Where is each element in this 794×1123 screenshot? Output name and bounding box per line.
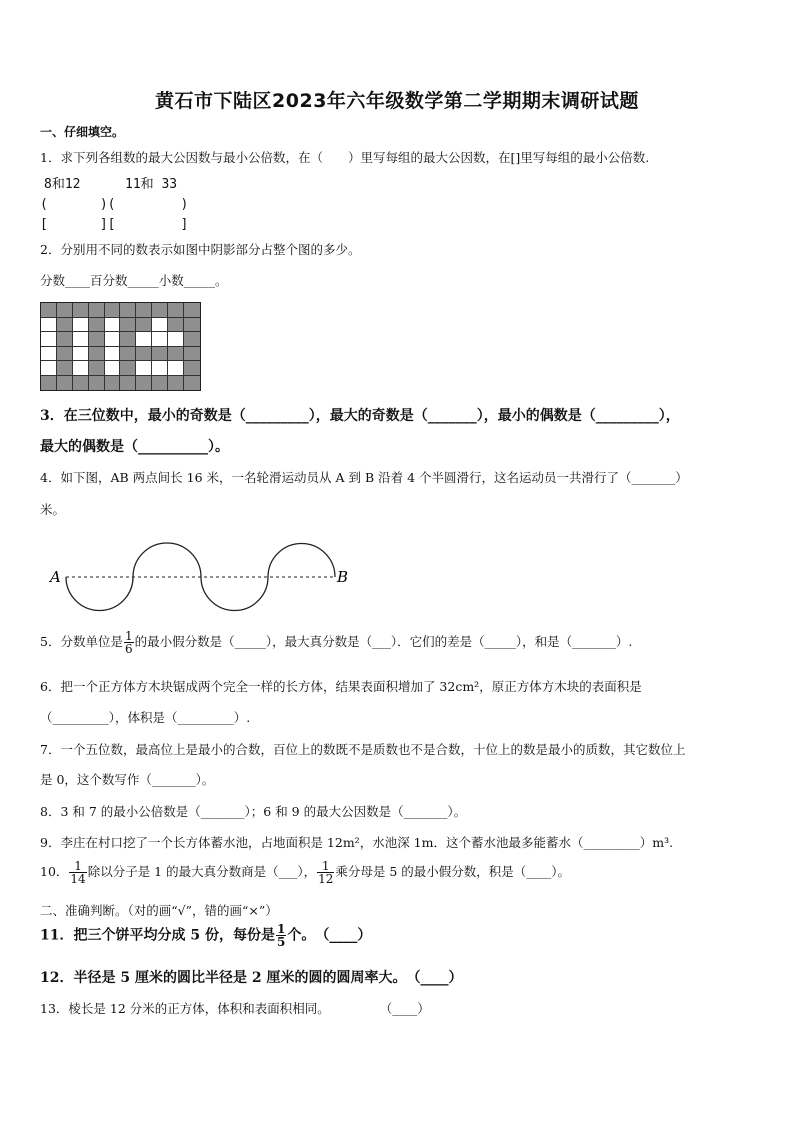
grid-cell-blank [152, 318, 168, 333]
grid-cell-shaded [41, 303, 57, 318]
question-8: 8．3 和 7 的最小公倍数是（_______）；6 和 9 的最大公因数是（_______）。 [40, 804, 467, 819]
label-a: A [50, 568, 61, 586]
question-10-post: 乘分母是 5 的最小假分数，积是（____）。 [335, 864, 571, 879]
grid-cell-shaded [136, 347, 152, 362]
page-title: 黄石市下陆区2023年六年级数学第二学期期末调研试题 [155, 90, 639, 112]
grid-cell-shaded [184, 376, 200, 391]
semicircle-3 [201, 577, 268, 611]
grid-cell-shaded [168, 347, 184, 362]
fraction-one-fourteenth [69, 860, 86, 885]
grid-cell-shaded [73, 376, 89, 391]
fraction-numerator: 1 [276, 922, 286, 936]
semicircle-4 [268, 544, 335, 578]
question-4-line-2: 米。 [40, 502, 66, 517]
grid-cell-shaded [152, 347, 168, 362]
question-7-line-2: 是 0，这个数写作（_______）。 [40, 772, 215, 787]
grid-cell-shaded [120, 332, 136, 347]
grid-cell-shaded [57, 347, 73, 362]
grid-cell-shaded [89, 376, 105, 391]
fraction-numerator: 1 [69, 860, 86, 873]
question-4-line-1: 4．如下图，AB 两点间长 16 米，一名轮滑运动员从 A 到 B 沿着 4 个半圆滑行，这名运动员一共滑行了（_______） [40, 470, 688, 485]
grid-cell-shaded [120, 361, 136, 376]
grid-cell-shaded [41, 376, 57, 391]
question-10-number: 10． [40, 864, 69, 879]
grid-cell-blank [105, 332, 121, 347]
shaded-grid-figure [40, 302, 201, 391]
grid-cell-shaded [57, 332, 73, 347]
grid-cell-shaded [73, 303, 89, 318]
fraction-numerator: 1 [124, 629, 133, 643]
question-1-pair-2: 11和 33 [125, 177, 178, 192]
grid-cell-shaded [105, 303, 121, 318]
fraction-denominator: 14 [70, 872, 86, 886]
question-11-pre: 11．把三个饼平均分成 5 份，每份是 [40, 927, 275, 944]
grid-cell-blank [136, 361, 152, 376]
label-b: B [337, 568, 349, 586]
grid-cell-shaded [57, 318, 73, 333]
question-10 [40, 860, 570, 885]
grid-cell-shaded [57, 361, 73, 376]
grid-cell-shaded [184, 361, 200, 376]
grid-cell-blank [41, 347, 57, 362]
question-1-bracket-row: [ ][ ] [40, 217, 189, 232]
grid-cell-shaded [89, 332, 105, 347]
grid-cell-blank [105, 361, 121, 376]
section-1-heading: 一、仔细填空。 [40, 125, 125, 139]
grid-cell-shaded [136, 303, 152, 318]
grid-cell-shaded [57, 303, 73, 318]
grid-cell-blank [136, 332, 152, 347]
question-9: 9．李庄在村口挖了一个长方体蓄水池，占地面积是 12m²，水池深 1m．这个蓄水池最多能蓄水（_________）m³. [40, 835, 674, 850]
semicircle-1 [66, 577, 133, 610]
grid-cell-shaded [152, 376, 168, 391]
grid-cell-shaded [184, 332, 200, 347]
grid-cell-shaded [168, 303, 184, 318]
section-2-heading: 二、准确判断。（对的画“√”，错的画“×”） [40, 903, 278, 918]
question-1: 1．求下列各组数的最大公因数与最小公倍数，在（ ）里写每组的最大公因数，在[]里写每组的最小公倍数. [40, 150, 650, 165]
grid-cell-blank [152, 361, 168, 376]
grid-cell-blank [168, 332, 184, 347]
fraction-denominator: 5 [276, 935, 286, 949]
question-13: 13．棱长是 12 分米的正方体，体积和表面积相同。 （____） [40, 1001, 430, 1016]
question-6-line-1: 6．把一个正方体方木块锯成两个完全一样的长方体，结果表面积增加了 32cm²，原正方体方木块的表面积是 [40, 679, 642, 694]
fraction-one-fifth [276, 923, 286, 948]
grid-cell-shaded [89, 361, 105, 376]
question-5-post: 的最小假分数是（_____），最大真分数是（___）．它们的差是（_____），和是（_______）. [134, 634, 633, 649]
question-11-post: 个。 （____） [287, 927, 372, 944]
grid-cell-blank [73, 347, 89, 362]
grid-cell-shaded [184, 318, 200, 333]
fraction-one-sixth [124, 630, 134, 655]
grid-cell-shaded [152, 303, 168, 318]
grid-cell-shaded [136, 376, 152, 391]
fraction-numerator: 1 [317, 860, 334, 873]
grid-cell-blank [41, 332, 57, 347]
question-2: 2．分别用不同的数表示如图中阴影部分占整个图的多少。 [40, 242, 361, 257]
grid-cell-shaded [57, 376, 73, 391]
grid-cell-shaded [120, 376, 136, 391]
grid-cell-shaded [120, 318, 136, 333]
question-12: 12．半径是 5 厘米的圆比半径是 2 厘米的圆的圆周率大。 （____） [40, 970, 463, 986]
semicircle-2 [133, 543, 201, 577]
grid-cell-blank [105, 347, 121, 362]
question-6-line-2: （_________），体积是（_________）. [40, 710, 251, 725]
question-11 [40, 923, 371, 948]
grid-cell-blank [73, 318, 89, 333]
semicircle-path-figure [40, 530, 370, 620]
grid-cell-shaded [89, 303, 105, 318]
question-7-line-1: 7．一个五位数，最高位上是最小的合数，百位上的数既不是质数也不是合数，十位上的数是最小的质数，其它数位上 [40, 742, 686, 757]
grid-cell-shaded [168, 376, 184, 391]
question-3-line-1: 3．在三位数中，最小的奇数是（_________），最大的奇数是（_______），最小的偶数是（_________）， [40, 408, 680, 424]
fraction-denominator: 12 [318, 872, 334, 886]
grid-cell-shaded [120, 347, 136, 362]
grid-cell-blank [168, 361, 184, 376]
grid-cell-shaded [184, 303, 200, 318]
grid-cell-shaded [105, 376, 121, 391]
grid-cell-blank [73, 361, 89, 376]
fraction-denominator: 6 [124, 642, 133, 656]
question-1-pair-1: 8和12 [44, 177, 81, 192]
question-10-mid: 除以分子是 1 的最大真分数商是（___）， [87, 864, 317, 879]
grid-cell-shaded [136, 318, 152, 333]
grid-cell-blank [73, 332, 89, 347]
grid-cell-blank [105, 318, 121, 333]
question-5-pre: 5．分数单位是 [40, 634, 123, 649]
question-5 [40, 630, 632, 655]
question-1-paren-row: ( )( ) [40, 197, 189, 212]
fraction-one-twelfth [317, 860, 334, 885]
grid-cell-shaded [184, 347, 200, 362]
grid-cell-shaded [120, 303, 136, 318]
grid-cell-blank [152, 332, 168, 347]
question-3-line-2: 最大的偶数是（__________）。 [40, 439, 229, 455]
grid-cell-shaded [89, 347, 105, 362]
grid-cell-blank [41, 361, 57, 376]
grid-cell-blank [41, 318, 57, 333]
grid-cell-shaded [89, 318, 105, 333]
question-2-answer-line: 分数____百分数_____小数_____。 [40, 273, 228, 288]
grid-cell-shaded [168, 318, 184, 333]
